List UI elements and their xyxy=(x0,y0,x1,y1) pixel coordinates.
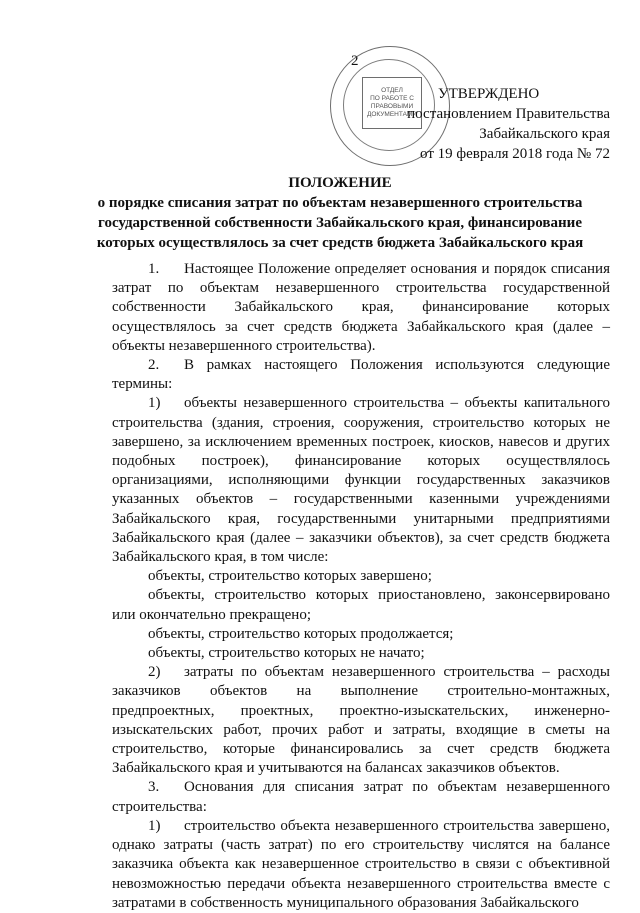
paragraph-text: затраты по объектам незавершенного строительства – расходы заказчиков объектов на выполнение строительно-монтажных, предпроектных, проектных, проектно-изыскательских, инженерно-изыскательских работ, прочих работ и затраты, входящие в сметы на строительство, которые финансировались за счет средств бюджета Забайкальского края и учитываются на балансах заказчиков объектов. xyxy=(112,664,610,777)
approval-line: постановлением Правительства xyxy=(407,106,610,122)
paragraph xyxy=(112,778,610,816)
paragraph xyxy=(112,260,610,356)
paragraph-text: В рамках настоящего Положения используются следующие термины: xyxy=(112,357,610,393)
paragraph-number: 1) xyxy=(148,817,161,834)
paragraph-text: объекты, строительство которых приостановлено, законсервировано или окончательно прекращено; xyxy=(112,587,610,623)
document-title xyxy=(60,173,620,253)
paragraph-text: объекты, строительство которых завершено; xyxy=(148,568,432,585)
paragraph-text: Основания для списания затрат по объектам незавершенного строительства: xyxy=(112,779,610,815)
paragraph-number: 2. xyxy=(148,357,160,374)
paragraph-text: Настоящее Положение определяет основания и порядок списания затрат по объектам незавершенного строительства государственной собственности Забайкальского края, финансирование которых осуществлялось за счет средств бюджета Забайкальского края (далее – объекты незавершенного строительства). xyxy=(112,261,610,354)
approval-date-line: от 19 февраля 2018 года № 72 xyxy=(420,146,610,162)
title-subtitle: о порядке списания затрат по объектам незавершенного строительства xyxy=(97,195,583,211)
approval-line: Забайкальского края xyxy=(479,126,610,142)
paragraph xyxy=(112,663,610,778)
paragraph xyxy=(112,567,610,586)
approved-label: УТВЕРЖДЕНО xyxy=(438,86,540,102)
paragraph xyxy=(112,644,610,663)
paragraph-text: объекты незавершенного строительства – объекты капитального строительства (здания, строения, сооружения, строительство которых не завершено, за исключением временных построек, киосков, навесов и других подобных построек), финансирование которых осуществлялось организациями, исполняющими функции государственных заказчиков указанных объектов – государственными казенными учреждениями Забайкальского края, государственными унитарными предприятиями Забайкальского края (далее – заказчики объектов), за счет средств бюджета Забайкальского края, в том числе: xyxy=(112,395,610,566)
paragraph-text: строительство объекта незавершенного строительства завершено, однако затраты (часть затрат) по его строительству числятся на балансе заказчика объекта как незавершенное строительство в связи с объективной невозможностью передачи объекта незавершенного строительства вместе с затратами в собственность муниципального образования Забайкальского xyxy=(112,817,610,911)
paragraph xyxy=(112,394,610,567)
paragraph xyxy=(112,817,610,913)
page-number: 2 xyxy=(351,53,359,69)
paragraph-number: 1) xyxy=(148,395,161,412)
paragraph-number: 1. xyxy=(148,261,160,277)
paragraph xyxy=(112,625,610,644)
paragraph-number: 3. xyxy=(148,779,160,796)
seal-box-line: ДОКУМЕНТАМИ xyxy=(366,111,418,118)
title-subtitle: которых осуществлялось за счет средств бюджета Забайкальского края xyxy=(96,235,584,251)
title-main: ПОЛОЖЕНИЕ xyxy=(288,175,392,191)
paragraph-text: объекты, строительство которых продолжается; xyxy=(148,625,454,642)
paragraph xyxy=(112,356,610,394)
approval-block xyxy=(380,84,610,164)
seal-box-line: ПО РАБОТЕ С xyxy=(370,95,414,102)
paragraph xyxy=(112,586,610,624)
paragraph-number: 2) xyxy=(148,664,161,681)
title-subtitle: государственной собственности Забайкальского края, финансирование xyxy=(98,215,582,231)
seal-box-line: ОТДЕЛ xyxy=(381,87,403,94)
paragraph-text: объекты, строительство которых не начато; xyxy=(148,645,425,662)
document-body xyxy=(112,260,610,913)
seal-box-line: ПРАВОВЫМИ xyxy=(370,103,414,110)
